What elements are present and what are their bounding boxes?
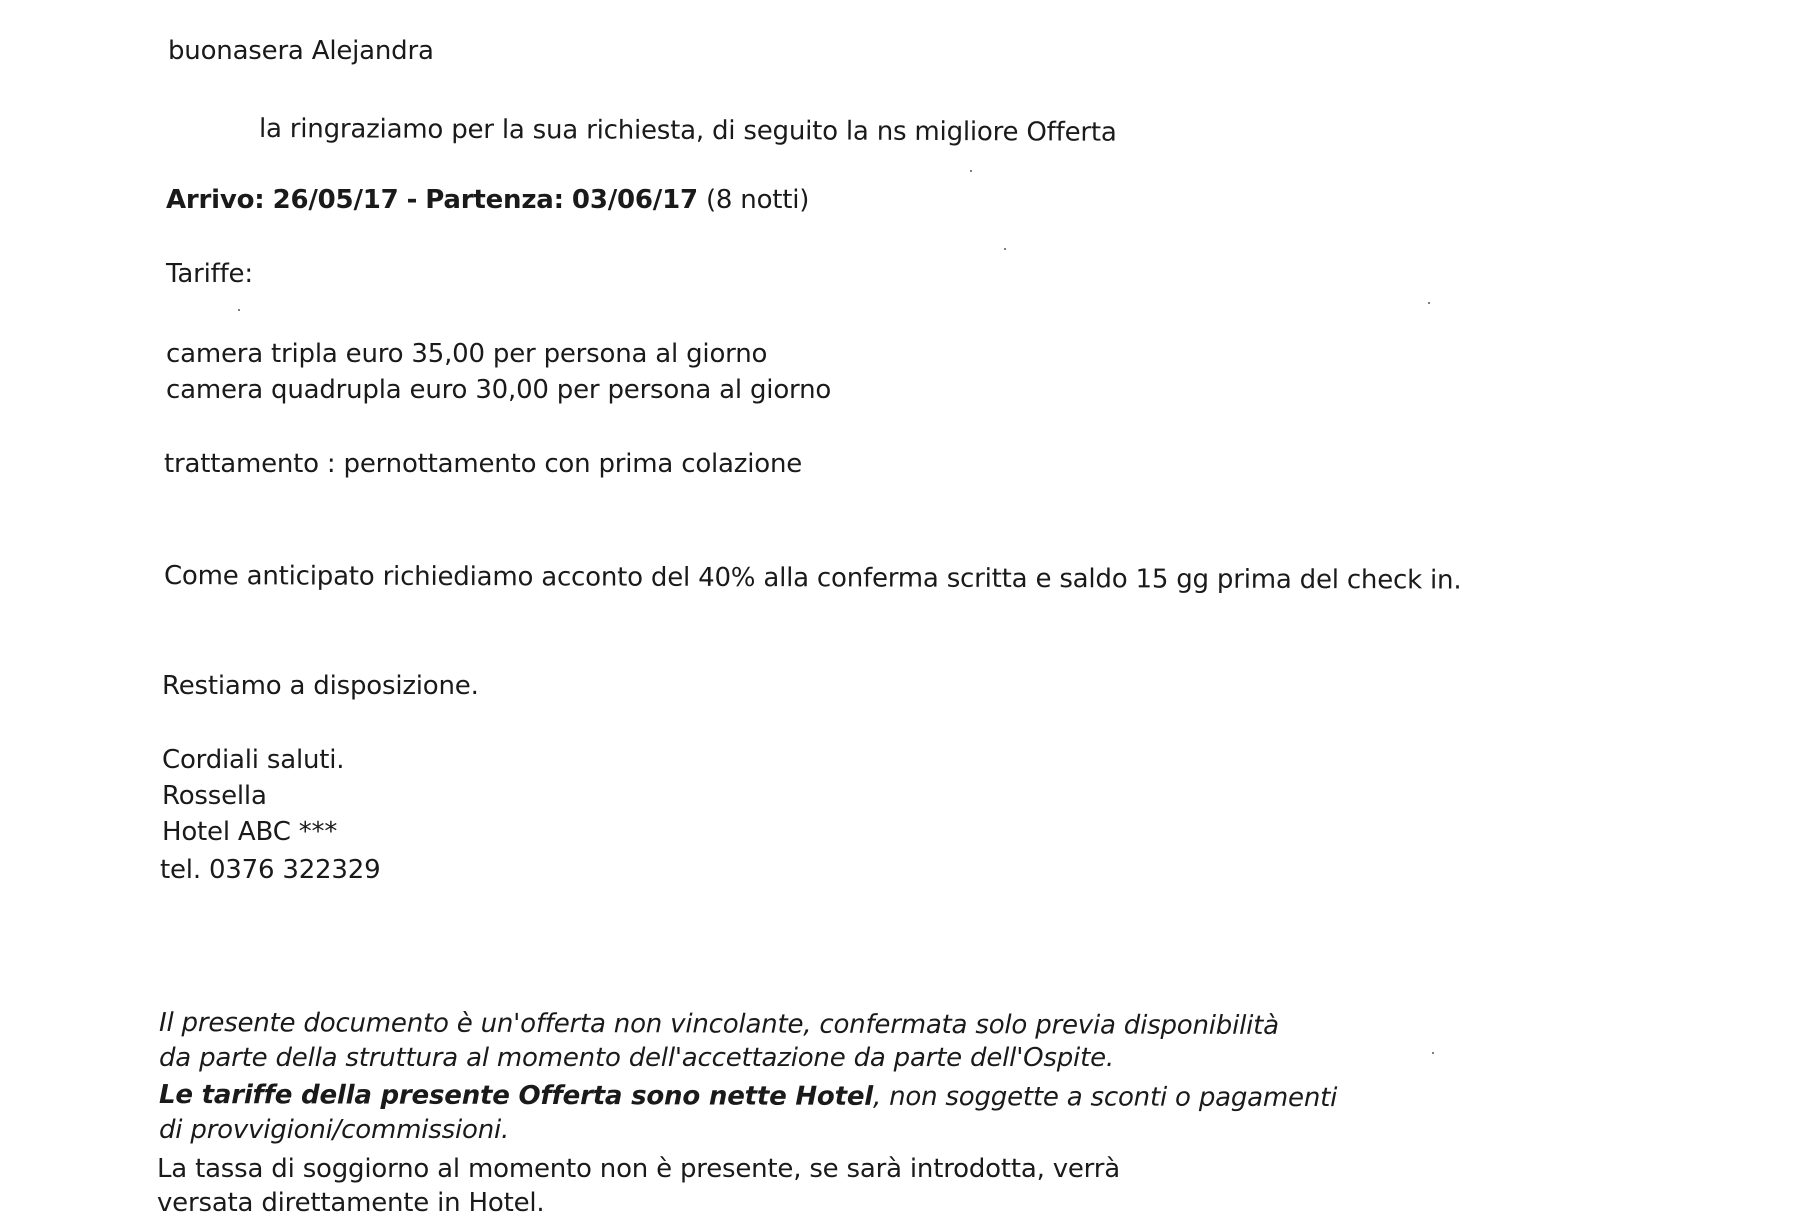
partenza-label: Partenza: (425, 185, 564, 215)
availability-line: Restiamo a disposizione. (162, 671, 479, 701)
board-line: trattamento : pernottamento con prima colazione (164, 449, 803, 479)
arrivo-label: Arrivo: (166, 185, 265, 215)
intro-line: la ringraziamo per la sua richiesta, di seguito la ns migliore Offerta (258, 114, 1117, 148)
net-rates-remainder: , non soggette a sconti o pagamenti (872, 1081, 1338, 1114)
rates-heading: Tariffe: (166, 259, 253, 289)
scan-speck (1004, 248, 1006, 250)
disclaimer-line-6: versata direttamente in Hotel. (157, 1188, 545, 1218)
closing-line: Cordiali saluti. (162, 745, 345, 775)
hotel-phone: tel. 0376 322329 (160, 855, 381, 885)
arrivo-date: 26/05/17 (272, 185, 399, 215)
hotel-name: Hotel ABC *** (162, 817, 338, 847)
nights-count: (8 notti) (705, 185, 810, 215)
scan-speck (1428, 302, 1430, 304)
disclaimer-line-5: La tassa di soggiorno al momento non è presente, se sarà introdotta, verrà (157, 1154, 1120, 1184)
partenza-date: 03/06/17 (571, 185, 698, 215)
rate-line-triple: camera tripla euro 35,00 per persona al giorno (166, 339, 768, 369)
sender-name: Rossella (162, 781, 267, 811)
disclaimer-line-2: da parte della struttura al momento dell'accettazione da parte dell'Ospite. (159, 1043, 1114, 1073)
greeting: buonasera Alejandra (168, 36, 434, 66)
disclaimer-line-1: Il presente documento è un'offerta non vincolante, confermata solo previa disponibilità (158, 1008, 1279, 1041)
dates-separator: - (406, 185, 418, 215)
disclaimer-line-4: di provvigioni/commissioni. (159, 1115, 510, 1145)
payment-terms: Come anticipato richiediamo acconto del 40% alla conferma scritta e saldo 15 gg prima del check in. (163, 561, 1462, 596)
scan-speck (1432, 1052, 1434, 1054)
scan-speck (970, 170, 972, 172)
disclaimer-line-3 (159, 1080, 1337, 1113)
stay-dates (166, 185, 809, 215)
net-rates-statement: Le tariffe della presente Offerta sono nette Hotel (158, 1080, 874, 1112)
scan-speck (238, 309, 240, 311)
rate-line-quadruple: camera quadrupla euro 30,00 per persona al giorno (166, 375, 832, 405)
